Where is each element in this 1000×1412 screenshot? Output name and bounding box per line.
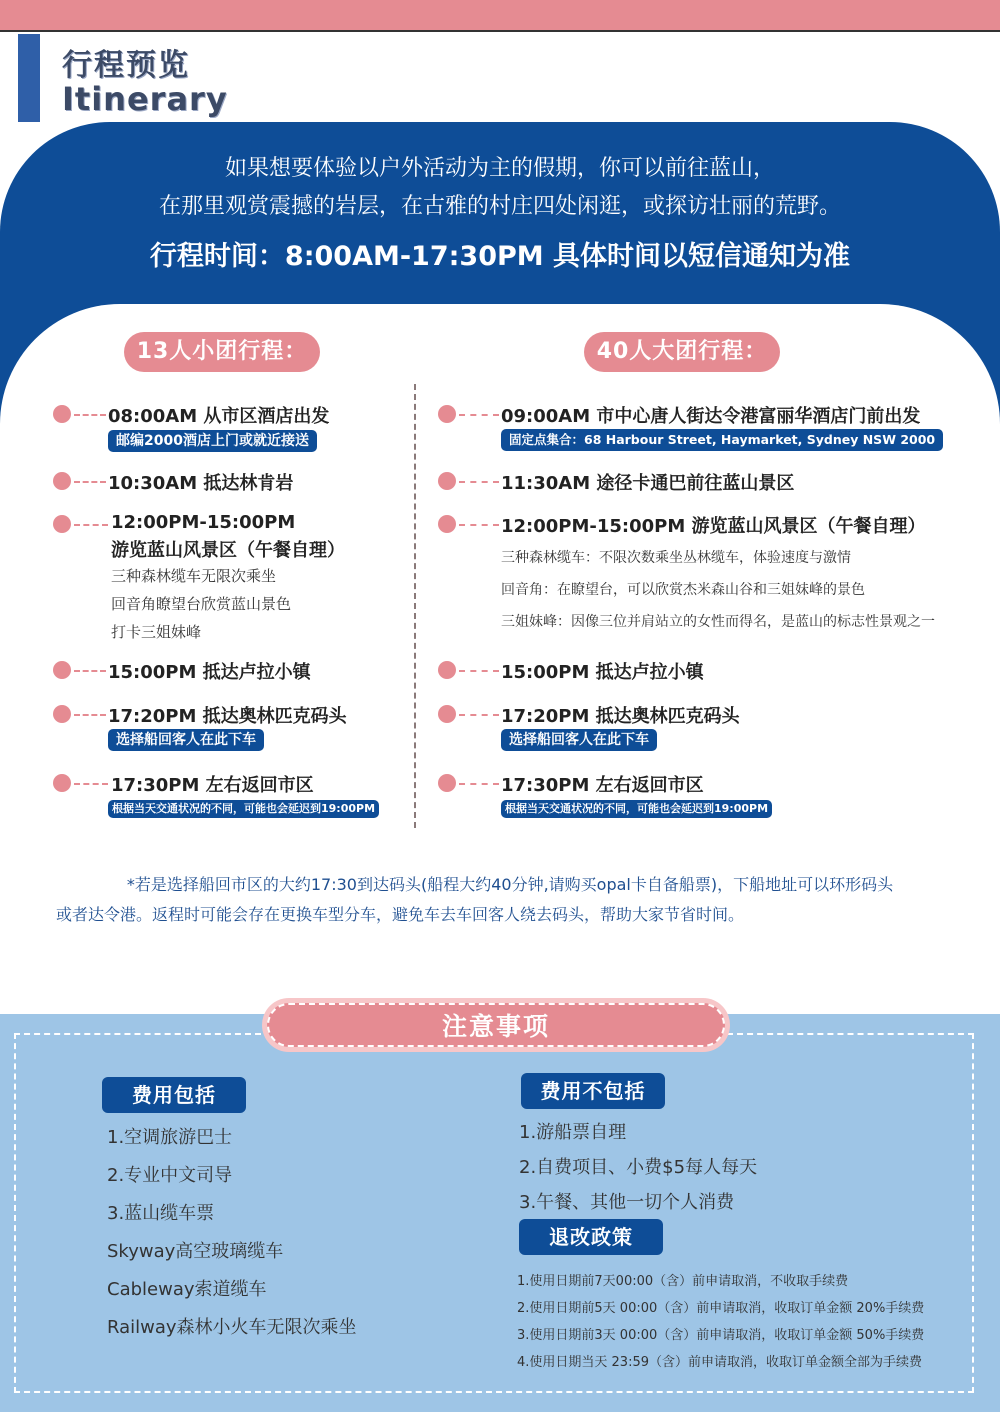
timeline-connector [74,783,108,785]
timeline-detail: 三种森林缆车：不限次数乘坐丛林缆车，体验速度与激情 [501,550,851,566]
included-item: Railway森林小火车无限次乘坐 [107,1317,357,1338]
included-item: Cableway索道缆车 [107,1279,267,1300]
timeline-time: 17:30PM 左右返回市区 [111,775,314,796]
page-title: 行程预览 [62,48,190,83]
refund-policy-item: 1.使用日期前7天00:00（含）前申请取消，不收取手续费 [517,1274,849,1289]
timeline-dot [438,661,456,679]
intro-line-1: 如果想要体验以户外活动为主的假期，你可以前往蓝山， [224,156,775,181]
intro-text [0,150,1000,226]
refund-policy-label: 退改政策 [519,1219,663,1255]
included-item: 3.蓝山缆车票 [107,1203,215,1224]
page-subtitle: Itinerary [62,80,228,118]
timeline-detail: 打卡三姐妹峰 [111,623,202,641]
timeline-dot [438,705,456,723]
excluded-item: 1.游船票自理 [519,1122,627,1143]
timeline-connector [74,481,106,483]
timeline-connector [459,670,499,672]
timeline-dot [438,405,456,423]
included-label: 费用包括 [102,1077,246,1113]
timeline-dot [53,661,71,679]
timeline-dot [438,515,456,533]
included-item: 1.空调旅游巴士 [107,1127,233,1148]
timeline-connector [74,414,106,416]
timeline-time: 17:30PM 左右返回市区 [501,775,704,796]
intro-line-2: 在那里观赏震撼的岩层，在古雅的村庄四处闲逛，或探访壮丽的荒野。 [158,194,841,219]
timeline-connector [459,714,499,716]
pier-tag: 选择船回客人在此下车 [108,729,264,751]
timeline-detail: 三姐妹峰：因像三位并肩站立的女性而得名，是蓝山的标志性景观之一 [501,614,935,630]
return-note [0,870,1000,930]
pier-tag: 选择船回客人在此下车 [501,729,657,751]
small-group-title: 13人小团行程： [124,332,320,372]
included-item: Skyway高空玻璃缆车 [107,1241,284,1262]
timeline-time: 17:20PM 抵达奥林匹克码头 [501,706,740,727]
timeline-detail: 三种森林缆车无限次乘坐 [111,567,277,585]
notice-title: 注意事项 [267,1003,725,1047]
timeline-connector [74,714,106,716]
timeline-time: 11:30AM 途径卡通巴前往蓝山景区 [501,473,795,494]
timeline-dot [438,774,456,792]
delay-tag: 根据当天交通状况的不同，可能也会延迟到19:00PM [108,800,379,818]
delay-tag: 根据当天交通状况的不同，可能也会延迟到19:00PM [501,800,772,818]
excluded-item: 2.自费项目、小费$5每人每天 [519,1157,758,1178]
intro-time: 行程时间：8:00AM-17:30PM 具体时间以短信通知为准 [149,241,851,272]
timeline-time: 17:20PM 抵达奥林匹克码头 [108,706,347,727]
timeline-connector [74,670,106,672]
pickup-tag: 邮编2000酒店上门或就近接送 [108,430,317,452]
timeline-time: 15:00PM 抵达卢拉小镇 [501,662,704,683]
timeline-dot [438,472,456,490]
timeline-time: 12:00PM-15:00PM 游览蓝山风景区（午餐自理） [501,516,926,537]
timeline-detail: 回音角：在瞭望台，可以欣赏杰米森山谷和三姐妹峰的景色 [501,582,865,598]
column-divider [414,384,416,828]
included-item: 2.专业中文司导 [107,1165,233,1186]
top-bar [0,0,1000,32]
timeline-connector [459,414,499,416]
timeline-dot [53,472,71,490]
excluded-label: 费用不包括 [521,1073,665,1109]
timeline-connector [74,524,108,526]
timeline-dot [53,515,71,533]
notice-banner [262,998,730,1052]
refund-policy-item: 4.使用日期当天 23:59（含）前申请取消，收取订单金额全部为手续费 [517,1355,922,1370]
timeline-connector [459,524,499,526]
timeline-dot [53,774,71,792]
timeline-time: 10:30AM 抵达林肯岩 [108,473,294,494]
refund-policy-item: 2.使用日期前5天 00:00（含）前申请取消，收取订单金额 20%手续费 [517,1301,925,1316]
header-accent-bar [18,34,40,122]
timeline-connector [459,481,499,483]
meeting-point-tag: 固定点集合：68 Harbour Street, Haymarket, Sydney NSW 2000 [501,429,943,451]
timeline-time: 12:00PM-15:00PM [111,512,296,533]
timeline-time: 15:00PM 抵达卢拉小镇 [108,662,311,683]
timeline-time: 08:00AM 从市区酒店出发 [108,406,330,427]
large-group-title: 40人大团行程： [584,332,780,372]
timeline-time: 09:00AM 市中心唐人街达令港富丽华酒店门前出发 [501,406,921,427]
timeline-dot [53,405,71,423]
return-note-line-1: *若是选择船回市区的大约17:30到达码头(船程大约40分钟,请购买opal卡自备船票)，下船地址可以环形码头 [126,875,894,894]
timeline-title: 游览蓝山风景区（午餐自理） [111,540,345,561]
refund-policy-item: 3.使用日期前3天 00:00（含）前申请取消，收取订单金额 50%手续费 [517,1328,925,1343]
return-note-line-2: 或者达令港。返程时可能会存在更换车型分车，避免车去车回客人绕去码头，帮助大家节省时间。 [55,905,744,924]
timeline-connector [459,783,499,785]
excluded-item: 3.午餐、其他一切个人消费 [519,1192,735,1213]
timeline-detail: 回音角瞭望台欣赏蓝山景色 [111,595,292,613]
timeline-dot [53,705,71,723]
